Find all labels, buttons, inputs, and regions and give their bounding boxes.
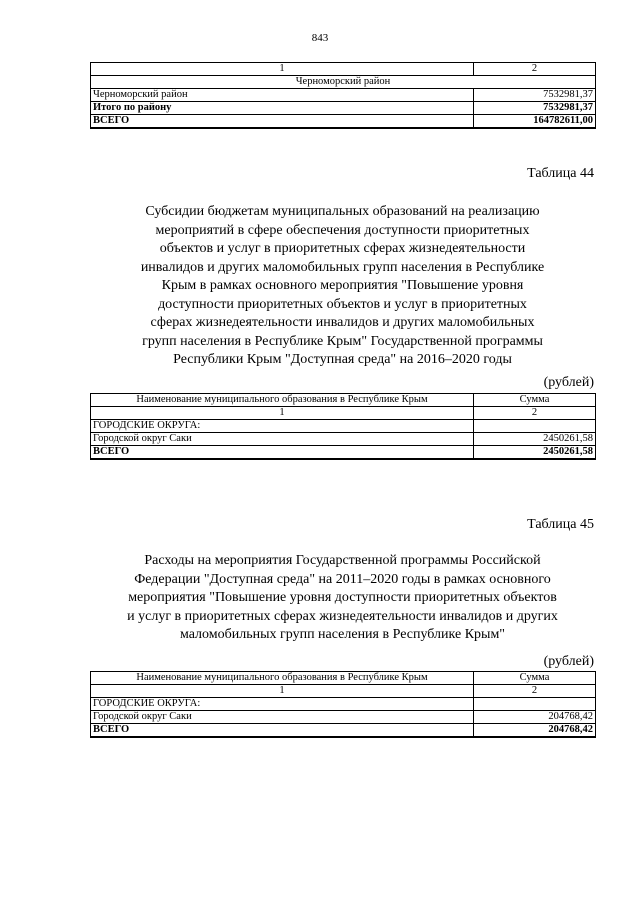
column-number: 2 (474, 63, 596, 76)
table-header-row (91, 394, 596, 407)
title-line: Республики Крым "Доступная среда" на 2016–2020 годы (173, 352, 512, 367)
row-name: ВСЕГО (91, 446, 474, 460)
table-row (91, 711, 596, 724)
empty-cell (474, 420, 596, 433)
row-name: Итого по району (91, 102, 474, 115)
row-name: Черноморский район (91, 89, 474, 102)
title-line: Субсидии бюджетам муниципальных образований на реализацию (145, 204, 540, 219)
row-name: Городской округ Саки (91, 711, 474, 724)
title-line: и услуг в приоритетных сферах жизнедеятельности инвалидов и других (127, 608, 558, 624)
title-line: Федерации "Доступная среда" на 2011–2020 годы в рамках основного (134, 571, 551, 587)
column-header: Сумма (474, 394, 596, 407)
table-label: Таблица 44 (527, 166, 594, 181)
table-row (91, 685, 596, 698)
title-line: групп населения в Республике Крым" Государственной программы (142, 333, 543, 349)
table-row (91, 89, 596, 102)
column-number: 1 (91, 63, 474, 76)
title-line: доступности приоритетных объектов и услуг в приоритетных (158, 296, 527, 312)
row-value: 2450261,58 (474, 446, 596, 460)
title-line: Крым в рамках основного мероприятия "Повышение уровня (161, 278, 524, 293)
unit-label: (рублей) (543, 375, 594, 390)
row-name: Городской округ Саки (91, 433, 474, 446)
empty-cell (474, 698, 596, 711)
group-header: ГОРОДСКИЕ ОКРУГА: (91, 698, 474, 711)
table-row (91, 115, 596, 129)
group-header: ГОРОДСКИЕ ОКРУГА: (91, 420, 474, 433)
table-45 (90, 671, 596, 738)
row-value: 7532981,37 (474, 89, 596, 102)
unit-label: (рублей) (543, 654, 594, 669)
title-line: мероприятий в сфере обеспечения доступности приоритетных (155, 222, 530, 238)
row-value: 204768,42 (474, 711, 596, 724)
table-row (91, 724, 596, 738)
table-title (80, 203, 605, 370)
row-value: 2450261,58 (474, 433, 596, 446)
table-row (91, 433, 596, 446)
row-name: ВСЕГО (91, 115, 474, 129)
column-number: 2 (474, 685, 596, 698)
row-name: ВСЕГО (91, 724, 474, 738)
title-line: маломобильных групп населения в Республике Крым" (179, 627, 506, 642)
column-header: Наименование муниципального образования в Республике Крым (91, 672, 474, 685)
table-row (91, 407, 596, 420)
title-line: объектов и услуг в приоритетных сферах жизнедеятельности (159, 241, 526, 256)
row-value: 164782611,00 (474, 115, 596, 129)
table-continuation (90, 62, 596, 129)
column-number: 1 (91, 685, 474, 698)
table-header-row (91, 672, 596, 685)
section-header: Черноморский район (91, 76, 596, 89)
table-row (91, 446, 596, 460)
title-line: Расходы на мероприятия Государственной программы Российской (144, 553, 541, 568)
title-line: мероприятия "Повышение уровня доступности приоритетных объектов (128, 590, 557, 605)
column-header: Наименование муниципального образования в Республике Крым (91, 394, 474, 407)
column-number: 2 (474, 407, 596, 420)
table-row (91, 76, 596, 89)
column-number: 1 (91, 407, 474, 420)
row-value: 7532981,37 (474, 102, 596, 115)
table-row (91, 102, 596, 115)
table-row (91, 63, 596, 76)
table-row (91, 420, 596, 433)
table-44 (90, 393, 596, 460)
page-number: 843 (311, 32, 329, 44)
column-header: Сумма (474, 672, 596, 685)
table-title (80, 552, 605, 645)
row-value: 204768,42 (474, 724, 596, 738)
title-line: инвалидов и других маломобильных групп населения в Республике (140, 259, 545, 275)
title-line: сферах жизнедеятельности инвалидов и других маломобильных (150, 315, 535, 330)
table-row (91, 698, 596, 711)
table-label: Таблица 45 (527, 517, 594, 532)
